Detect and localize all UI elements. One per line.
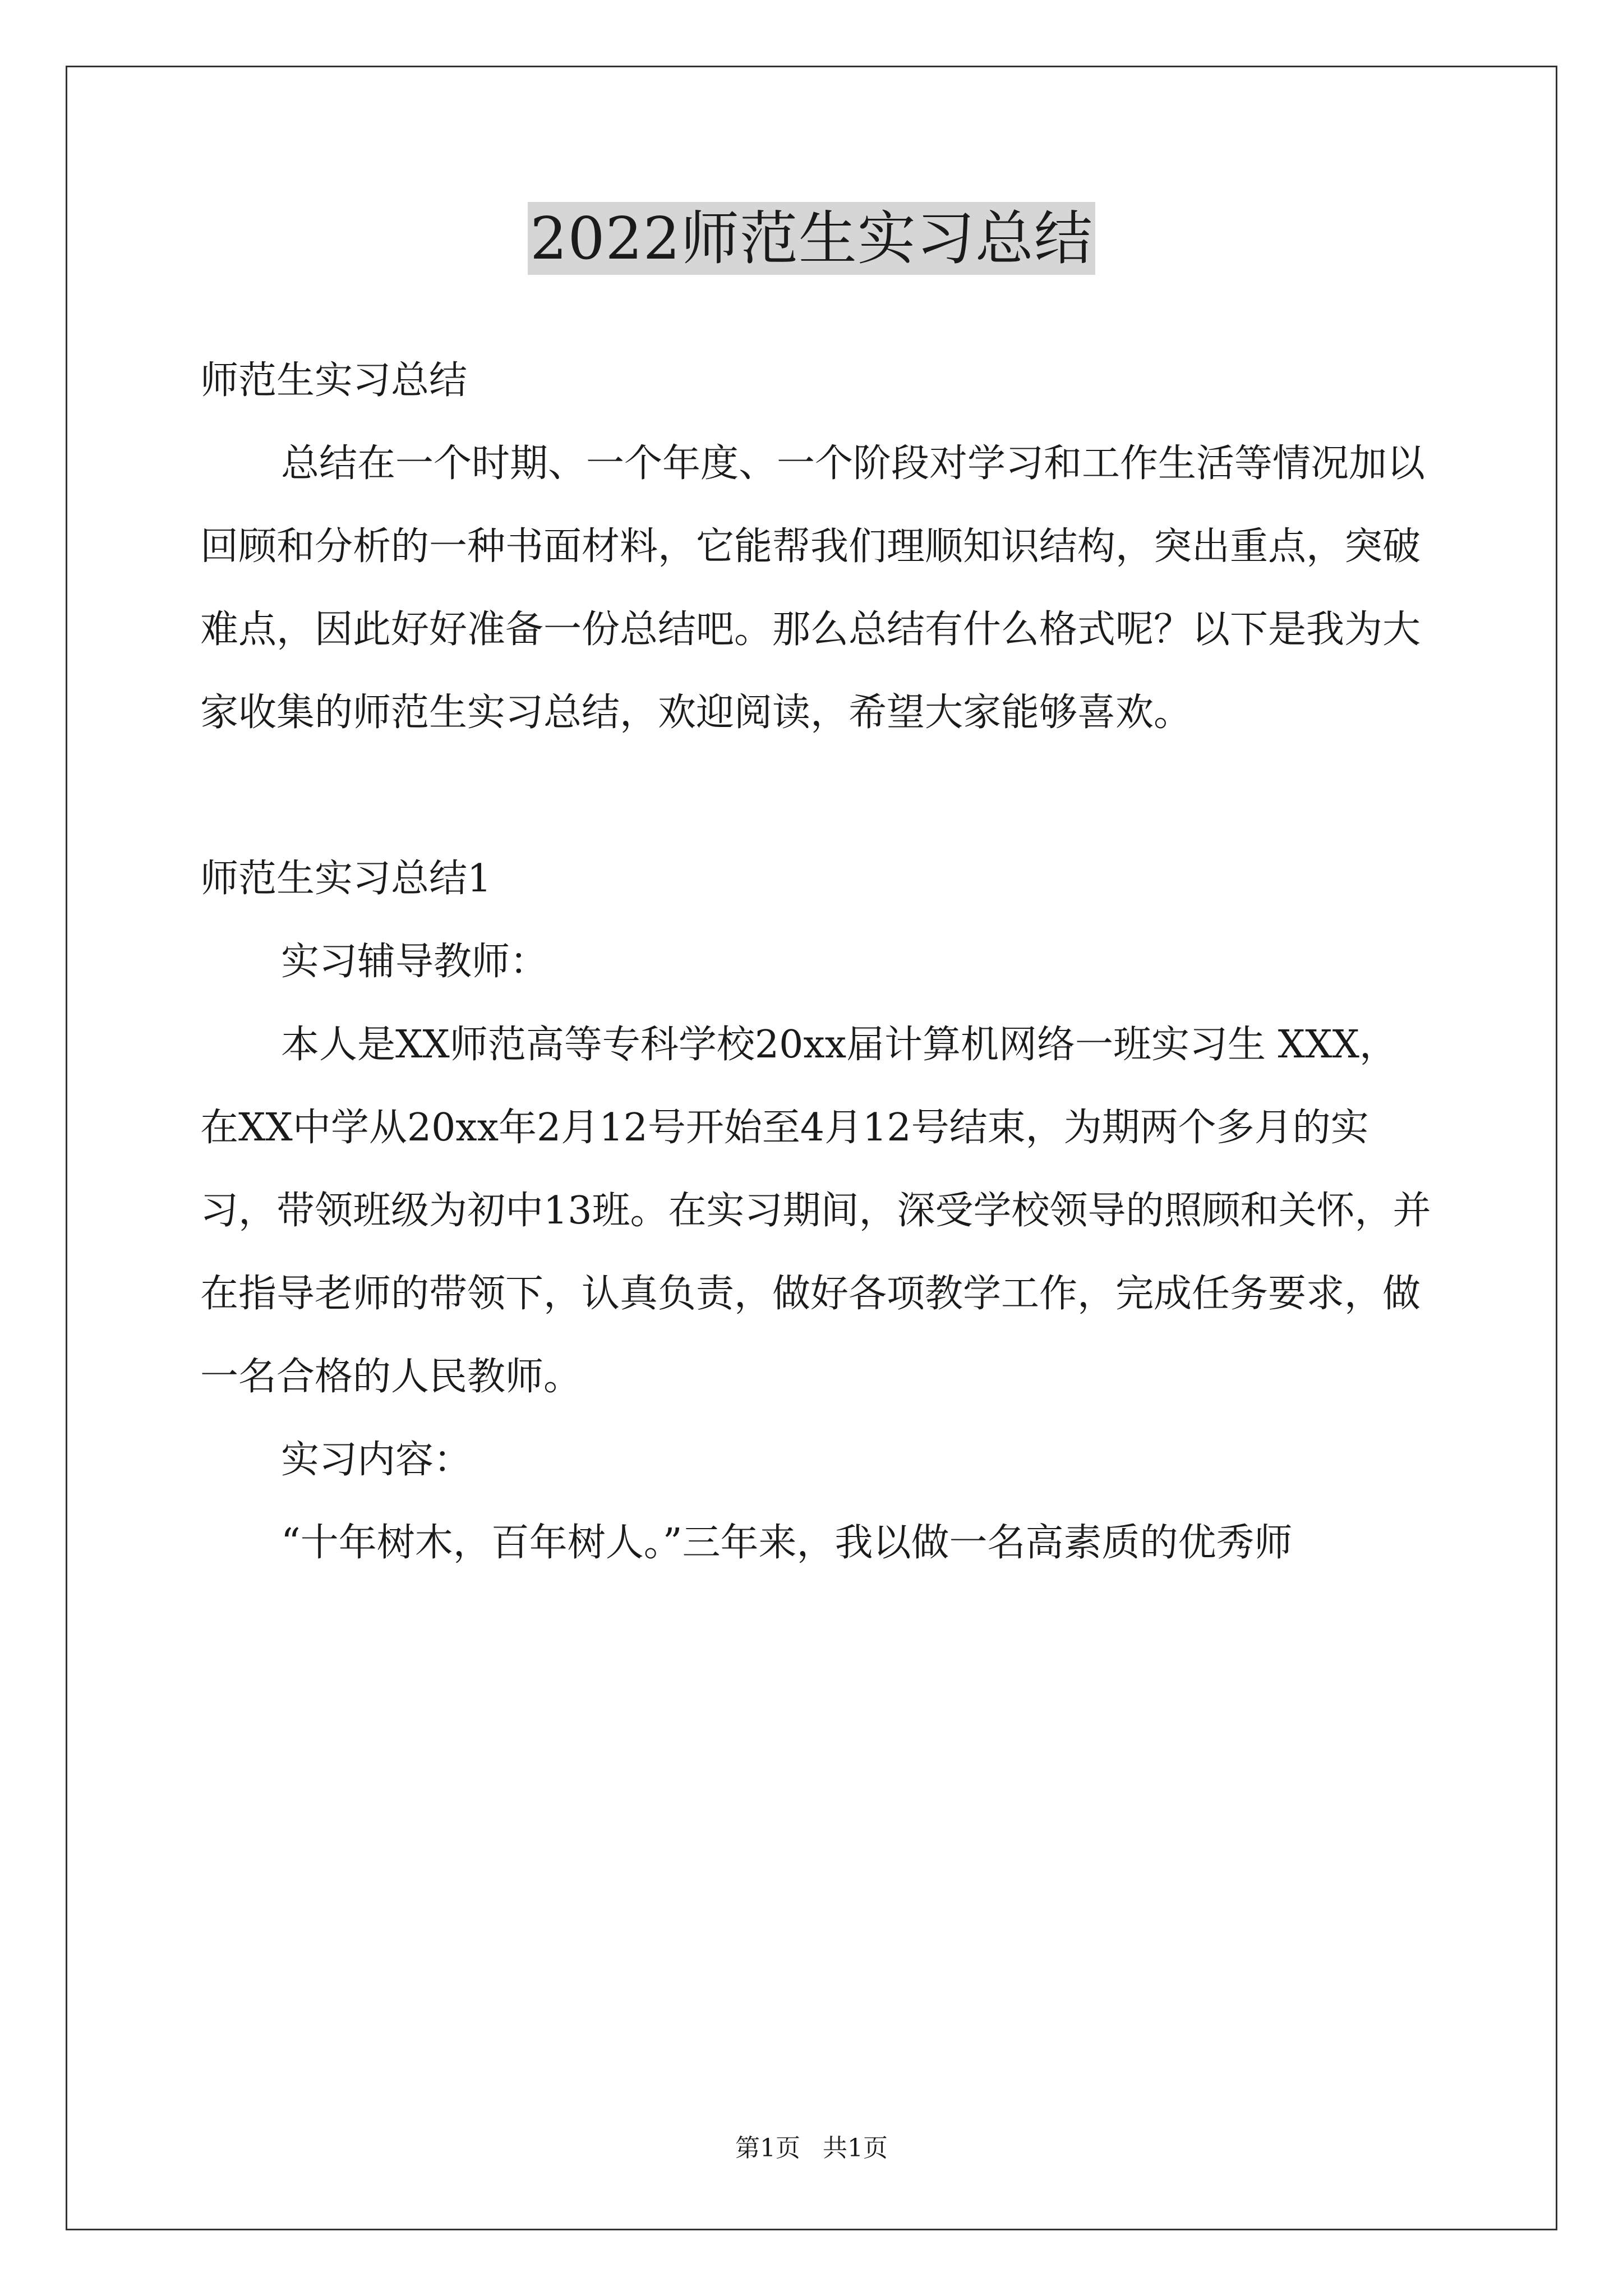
paragraph: 本人是XX师范高等专科学校20xx届计算机网络一班实习生 XXX，在XX中学从20xx年2月12号开始至4月12号结束，为期两个多月的实习，带领班级为初中13班。在实习期间，深受学校领导的照顾和关怀，并在指导老师的带领下，认真负责，做好各项教学工作，完成任务要求，做一名合格的人民教师。 <box>200 1023 1431 1399</box>
paragraph: 总结在一个时期、一个年度、一个阶段对学习和工作生活等情况加以回顾和分析的一种书面材料，它能帮我们理顺知识结构，突出重点，突破难点，因此好好准备一份总结吧。那么总结有什么格式呢？以下是我为大家收集的师范生实习总结，欢迎阅读，希望大家能够喜欢。 <box>200 441 1426 735</box>
document-title: 2022师范生实习总结 <box>528 202 1095 275</box>
page-number: 第1页 <box>735 2134 800 2162</box>
paragraph: “十年树木，百年树人。”三年来，我以做一名高素质的优秀师 <box>281 1521 1293 1565</box>
page-footer <box>0 2132 1623 2165</box>
paragraph: 实习辅导教师： <box>281 940 548 984</box>
title-container <box>0 202 1623 275</box>
document-body <box>200 339 1434 1585</box>
paragraph: 师范生实习总结1 <box>200 857 492 901</box>
paragraph: 师范生实习总结 <box>200 358 468 403</box>
paragraph: 实习内容： <box>281 1438 472 1482</box>
page-total: 共1页 <box>823 2134 888 2162</box>
